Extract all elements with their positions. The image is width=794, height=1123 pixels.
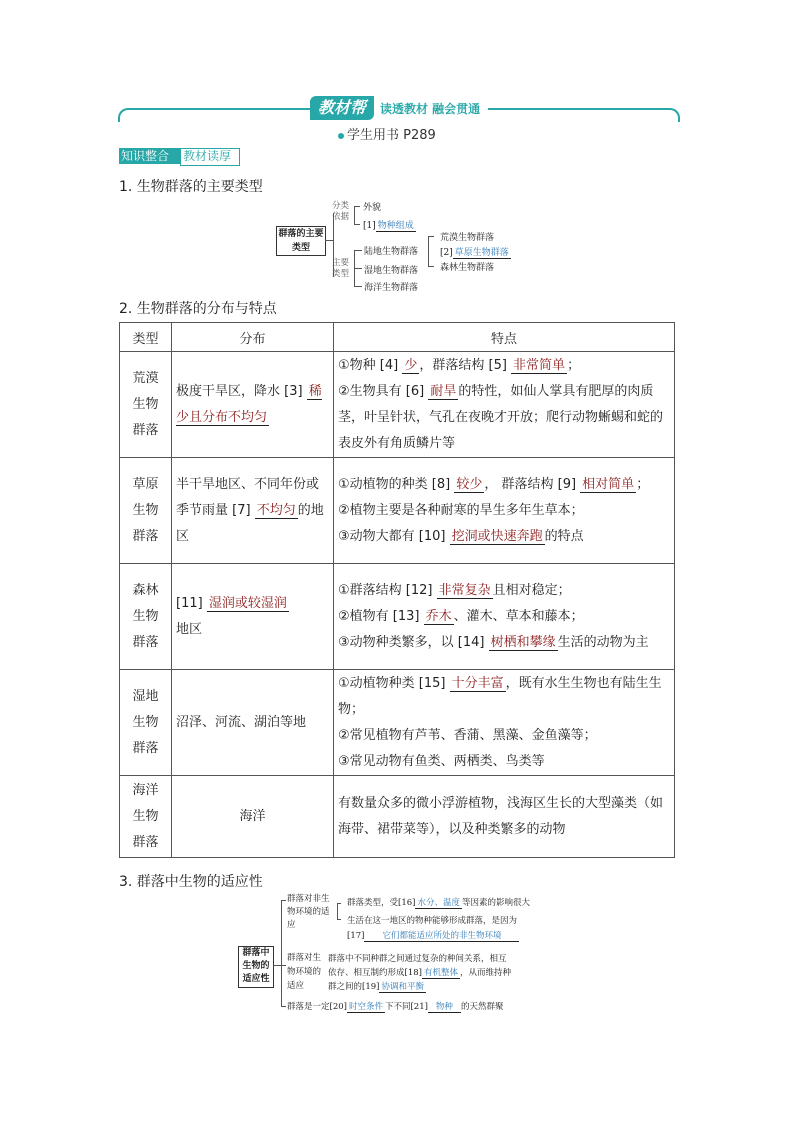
table-row	[120, 776, 675, 858]
diagram1-root: 群落的主要类型	[276, 226, 326, 256]
dist-wetland: 沼泽、河流、湖泊等地	[172, 670, 334, 776]
feat-wetland: ①动植物种类 [15] 十分丰富 ，既有水生生物也有陆生生物； ②常见植物有芦苇、香蒲、黑藻、金鱼藻等； ③常见动物有鱼类、两栖类、鸟类等	[334, 670, 675, 776]
diagram3-b3: 群落是一定[20] 时空条件 下不同[21] 物种 的天然群聚	[287, 1002, 504, 1012]
header-line-left	[118, 108, 310, 122]
diagram3-b2-text: 群落中不同种群之间通过复杂的种间关系，相互 依存、相互制约形成[18] 有机整体 ，从而维持种 群之间的[19] 协调和平衡	[328, 954, 511, 992]
community-table	[119, 322, 675, 858]
type-grassland: 草原生物群落	[120, 458, 172, 564]
diagram1-basis-2: [1] 物种组成	[363, 221, 414, 231]
diagram1-land: 陆地生物群落	[364, 247, 419, 257]
type-wetland: 湿地生物群落	[120, 670, 172, 776]
diagram1-land-1: 荒漠生物群落	[440, 233, 495, 243]
section-logo: 教材帮	[310, 96, 374, 120]
table-row	[120, 670, 675, 776]
bullet-icon	[338, 133, 344, 139]
header-slogan: 读透教材 融会贯通	[380, 102, 481, 116]
type-ocean: 海洋生物群落	[120, 776, 172, 858]
feat-grassland: ①动植物的种类 [8] 较少 ， 群落结构 [9] 相对简单 ； ②植物主要是各种耐寒的旱生多年生草本； ③动物大都有 [10] 挖洞或快速奔跑 的特点	[334, 458, 675, 564]
diagram1-wetland: 湿地生物群落	[364, 266, 419, 276]
table-row	[120, 564, 675, 670]
table-header: 特点	[334, 323, 675, 352]
section-title-3: 3. 群落中生物的适应性	[119, 874, 263, 890]
diagram3-b1-label: 群落对非生物环境的适应	[287, 894, 330, 930]
diagram1-ocean: 海洋生物群落	[364, 283, 419, 293]
section-title-1: 1. 生物群落的主要类型	[119, 179, 263, 195]
section-title-2: 2. 生物群落的分布与特点	[119, 301, 277, 317]
diagram1-basis-1: 外貌	[363, 203, 382, 213]
dist-grassland: 半干旱地区、不同年份或季节雨量 [7] 不均匀 的地区	[172, 458, 334, 564]
dist-ocean: 海洋	[172, 776, 334, 858]
feat-forest: ①群落结构 [12] 非常复杂 且相对稳定； ②植物有 [13] 乔木 、灌木、草本和藤本； ③动物种类繁多，以 [14] 树栖和攀缘 生活的动物为主	[334, 564, 675, 670]
feat-desert: ①物种 [4] 少 ，群落结构 [5] 非常简单 ； ②生物具有 [6] 耐旱 的特性，如仙人掌具有肥厚的肉质茎，叶呈针状，气孔在夜晚才开放；爬行动物蜥蜴和蛇的表皮外有角质鳞片等	[334, 352, 675, 458]
diagram1-land-3: 森林生物群落	[440, 263, 495, 273]
diagram1-basis-label: 分类依据	[332, 201, 350, 222]
diagram1-land-2: [2] 草原生物群落	[440, 248, 509, 258]
type-forest: 森林生物群落	[120, 564, 172, 670]
dist-desert: 极度干旱区，降水 [3] 稀少且分布不均匀	[172, 352, 334, 458]
badge-textbook: 教材读厚	[180, 148, 240, 166]
dist-forest: [11] 湿润或较湿润 地区	[172, 564, 334, 670]
diagram3-b2-label: 群落对生物环境的适应	[287, 953, 322, 991]
table-header-row	[120, 323, 675, 352]
table-row	[120, 458, 675, 564]
diagram3-b1-line1: 群落类型，受[16] 水分、温度 等因素的影响很大	[347, 898, 530, 908]
table-header: 类型	[120, 323, 172, 352]
diagram1-main-label: 主要类型	[332, 258, 350, 279]
diagram3-root: 群落中生物的适应性	[238, 946, 274, 988]
diagram3-b1-line2: 生活在这一地区的物种能够形成群落，是因为	[347, 916, 518, 926]
feat-ocean: 有数量众多的微小浮游植物，浅海区生长的大型藻类（如海带、裙带菜等），以及种类繁多的动物	[334, 776, 675, 858]
type-desert: 荒漠生物群落	[120, 352, 172, 458]
table-row	[120, 352, 675, 458]
diagram3-b1-line3: [17] 它们都能适应所处的非生物环境	[347, 929, 519, 941]
table-header: 分布	[172, 323, 334, 352]
header-line-right	[488, 108, 680, 122]
badge-knowledge: 知识整合	[119, 148, 181, 164]
page-reference: 学生用书 P289	[338, 124, 436, 143]
